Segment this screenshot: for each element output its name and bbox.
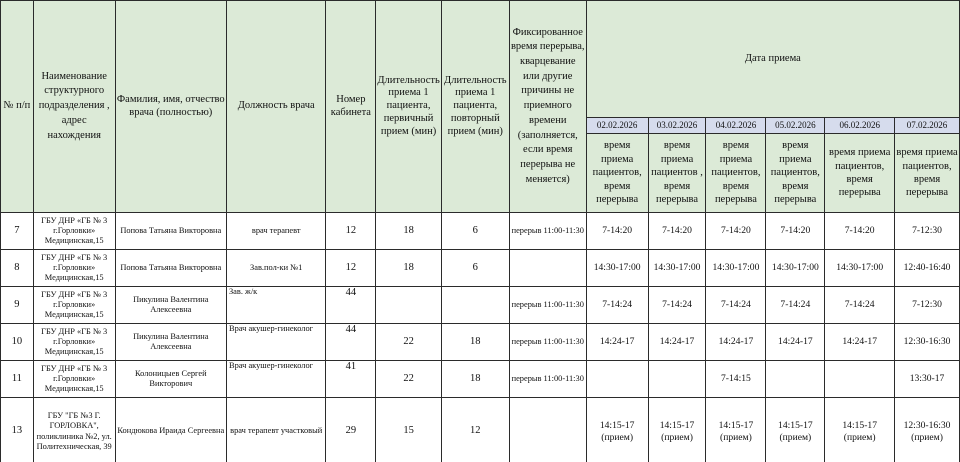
cell-dur-repeat[interactable]: 6 bbox=[441, 250, 509, 287]
cell-time[interactable] bbox=[825, 361, 895, 398]
cell-time[interactable]: 14:24-17 bbox=[766, 324, 825, 361]
cell-time[interactable]: 14:15-17 (прием) bbox=[825, 398, 895, 462]
cell-time[interactable]: 14:24-17 bbox=[648, 324, 706, 361]
header-doctor: Фамилия, имя, отчество врача (полностью) bbox=[115, 1, 226, 213]
header-date: 07.02.2026 bbox=[895, 118, 960, 134]
cell-time[interactable]: 12:30-16:30 (прием) bbox=[895, 398, 960, 462]
header-time-sub: время приема пациентов, время перерыва bbox=[586, 134, 648, 213]
cell-dur-repeat[interactable]: 6 bbox=[441, 213, 509, 250]
cell-time[interactable]: 7-14:20 bbox=[586, 213, 648, 250]
cell-unit[interactable]: ГБУ ДНР «ГБ № 3 г.Горловки» Медицинская,15 bbox=[33, 213, 115, 250]
header-dur-repeat: Длительность приема 1 пациента, повторный прием (мин) bbox=[441, 1, 509, 213]
cell-time[interactable]: 7-14:24 bbox=[586, 287, 648, 324]
table-row bbox=[1, 287, 960, 324]
cell-num[interactable]: 9 bbox=[1, 287, 34, 324]
cell-doctor[interactable]: Пикулина Валентина Алексеевна bbox=[115, 324, 226, 361]
cell-unit[interactable]: ГБУ "ГБ №3 Г. ГОРЛОВКА", поликлиника №2, ул. Политехническая, 39 bbox=[33, 398, 115, 462]
cell-unit[interactable]: ГБУ ДНР «ГБ № 3 г.Горловки» Медицинская,15 bbox=[33, 287, 115, 324]
cell-dur-first[interactable]: 18 bbox=[376, 213, 441, 250]
cell-time[interactable]: 7-14:20 bbox=[766, 213, 825, 250]
cell-time[interactable]: 7-12:30 bbox=[895, 213, 960, 250]
cell-num[interactable]: 11 bbox=[1, 361, 34, 398]
header-num: № п/п bbox=[1, 1, 34, 213]
header-date-group: Дата приема bbox=[586, 1, 959, 118]
cell-position[interactable]: Зав.пол-ки №1 bbox=[226, 250, 325, 287]
header-time-sub: время приема пациентов, время перерыва bbox=[895, 134, 960, 213]
cell-time[interactable]: 14:30-17:00 bbox=[825, 250, 895, 287]
cell-time[interactable]: 7-14:20 bbox=[706, 213, 766, 250]
cell-time[interactable]: 14:30-17:00 bbox=[766, 250, 825, 287]
table-row bbox=[1, 398, 960, 462]
cell-time[interactable]: 7-12:30 bbox=[895, 287, 960, 324]
header-break: Фиксированное время перерыва, кварцевание или другие причины не приемного времени (заполняется, если время перерыва не меняется) bbox=[509, 1, 586, 213]
cell-position[interactable]: Врач акушер-гинеколог bbox=[226, 324, 325, 361]
cell-time[interactable]: 14:30-17:00 bbox=[706, 250, 766, 287]
cell-dur-first[interactable] bbox=[376, 287, 441, 324]
table-row bbox=[1, 250, 960, 287]
cell-time[interactable]: 12:30-16:30 bbox=[895, 324, 960, 361]
cell-break[interactable]: перерыв 11:00-11:30 bbox=[509, 287, 586, 324]
cell-time[interactable]: 14:30-17:00 bbox=[648, 250, 706, 287]
cell-time[interactable] bbox=[586, 361, 648, 398]
cell-break[interactable]: перерыв 11:00-11:30 bbox=[509, 324, 586, 361]
header-dur-first: Длительность приема 1 пациента, первичный прием (мин) bbox=[376, 1, 441, 213]
header-unit: Наименование структурного подразделения , адрес нахождения bbox=[33, 1, 115, 213]
table-row bbox=[1, 324, 960, 361]
header-date: 06.02.2026 bbox=[825, 118, 895, 134]
cell-break[interactable]: перерыв 11:00-11:30 bbox=[509, 361, 586, 398]
header-room: Номер кабинета bbox=[326, 1, 376, 213]
cell-dur-repeat[interactable] bbox=[441, 287, 509, 324]
cell-doctor[interactable]: Попова Татьяна Викторовна bbox=[115, 250, 226, 287]
cell-time[interactable]: 12:40-16:40 bbox=[895, 250, 960, 287]
cell-dur-repeat[interactable]: 18 bbox=[441, 324, 509, 361]
cell-time[interactable]: 7-14:24 bbox=[648, 287, 706, 324]
cell-break[interactable] bbox=[509, 250, 586, 287]
header-position: Должность врача bbox=[226, 1, 325, 213]
cell-num[interactable]: 13 bbox=[1, 398, 34, 462]
table-row bbox=[1, 213, 960, 250]
cell-position[interactable]: Зав. ж/к bbox=[226, 287, 325, 324]
header-date: 05.02.2026 bbox=[766, 118, 825, 134]
cell-time[interactable] bbox=[648, 361, 706, 398]
cell-time[interactable]: 7-14:15 bbox=[706, 361, 766, 398]
cell-time[interactable]: 14:30-17:00 bbox=[586, 250, 648, 287]
cell-time[interactable]: 14:15-17 (прием) bbox=[766, 398, 825, 462]
cell-dur-first[interactable]: 15 bbox=[376, 398, 441, 462]
cell-time[interactable]: 13:30-17 bbox=[895, 361, 960, 398]
cell-room[interactable]: 44 bbox=[326, 324, 376, 361]
header-date: 02.02.2026 bbox=[586, 118, 648, 134]
cell-doctor[interactable]: Кондюкова Ираида Сергеевна bbox=[115, 398, 226, 462]
cell-room[interactable]: 41 bbox=[326, 361, 376, 398]
cell-doctor[interactable]: Пикулина Валентина Алексеевна bbox=[115, 287, 226, 324]
cell-time[interactable]: 7-14:24 bbox=[825, 287, 895, 324]
cell-num[interactable]: 10 bbox=[1, 324, 34, 361]
cell-time[interactable]: 14:15-17 (прием) bbox=[648, 398, 706, 462]
header-time-sub: время приема пациентов , время перерыва bbox=[648, 134, 706, 213]
cell-num[interactable]: 8 bbox=[1, 250, 34, 287]
cell-unit[interactable]: ГБУ ДНР «ГБ № 3 г.Горловки» Медицинская,15 bbox=[33, 361, 115, 398]
cell-unit[interactable]: ГБУ ДНР «ГБ № 3 г.Горловки» Медицинская,15 bbox=[33, 250, 115, 287]
cell-room[interactable]: 12 bbox=[326, 213, 376, 250]
header-time-sub: время приема пациентов, время перерыва bbox=[766, 134, 825, 213]
cell-time[interactable]: 14:15-17 (прием) bbox=[586, 398, 648, 462]
cell-time[interactable]: 7-14:20 bbox=[648, 213, 706, 250]
header-date: 03.02.2026 bbox=[648, 118, 706, 134]
cell-break[interactable]: перерыв 11:00-11:30 bbox=[509, 213, 586, 250]
header-time-sub: время приема пациентов, время перерыва bbox=[706, 134, 766, 213]
cell-room[interactable]: 29 bbox=[326, 398, 376, 462]
table-row bbox=[1, 361, 960, 398]
cell-break[interactable] bbox=[509, 398, 586, 462]
cell-time[interactable]: 14:24-17 bbox=[586, 324, 648, 361]
cell-time[interactable]: 14:24-17 bbox=[825, 324, 895, 361]
cell-position[interactable]: врач терапевт участковый bbox=[226, 398, 325, 462]
cell-time[interactable] bbox=[766, 361, 825, 398]
cell-dur-first[interactable]: 22 bbox=[376, 324, 441, 361]
cell-dur-first[interactable]: 22 bbox=[376, 361, 441, 398]
cell-time[interactable]: 14:15-17 (прием) bbox=[706, 398, 766, 462]
cell-time[interactable]: 7-14:24 bbox=[766, 287, 825, 324]
cell-doctor[interactable]: Колоницыев Сергей Викторович bbox=[115, 361, 226, 398]
header-date: 04.02.2026 bbox=[706, 118, 766, 134]
cell-time[interactable]: 14:24-17 bbox=[706, 324, 766, 361]
cell-dur-repeat[interactable]: 12 bbox=[441, 398, 509, 462]
cell-position[interactable]: врач терапевт bbox=[226, 213, 325, 250]
cell-room[interactable]: 44 bbox=[326, 287, 376, 324]
cell-time[interactable]: 7-14:20 bbox=[825, 213, 895, 250]
cell-position[interactable]: Врач акушер-гинеколог bbox=[226, 361, 325, 398]
cell-time[interactable]: 7-14:24 bbox=[706, 287, 766, 324]
cell-unit[interactable]: ГБУ ДНР «ГБ № 3 г.Горловки» Медицинская,15 bbox=[33, 324, 115, 361]
cell-num[interactable]: 7 bbox=[1, 213, 34, 250]
cell-dur-first[interactable]: 18 bbox=[376, 250, 441, 287]
header-time-sub: время приема пациентов, время перерыва bbox=[825, 134, 895, 213]
cell-doctor[interactable]: Попова Татьяна Викторовна bbox=[115, 213, 226, 250]
cell-dur-repeat[interactable]: 18 bbox=[441, 361, 509, 398]
cell-room[interactable]: 12 bbox=[326, 250, 376, 287]
